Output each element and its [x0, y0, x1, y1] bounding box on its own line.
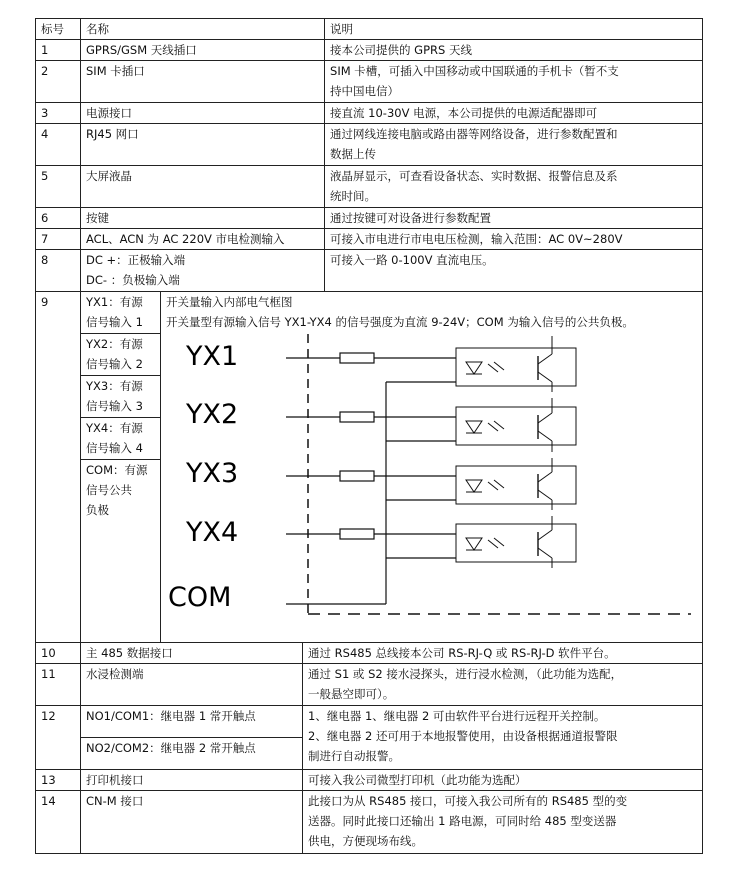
input-cell-yx4 — [81, 418, 161, 460]
row-num: 14 — [36, 791, 81, 854]
table-row — [36, 103, 703, 124]
common-bus — [286, 382, 456, 604]
table-header-row — [36, 19, 703, 40]
row-num: 8 — [36, 250, 81, 292]
table-row — [36, 770, 703, 791]
input-label: YX4：有源 — [86, 421, 143, 435]
row-desc-line: 1、继电器 1、继电器 2 可由软件平台进行远程开关控制。 — [308, 709, 606, 723]
header-desc: 说明 — [325, 19, 703, 40]
table-row — [36, 124, 703, 166]
row-name: GPRS/GSM 天线插口 — [81, 40, 325, 61]
input-label: COM：有源 — [86, 463, 148, 477]
diagram-label-com: COM — [168, 582, 232, 613]
row-desc: 可接入一路 0-100V 直流电压。 — [325, 250, 703, 292]
row-num: 13 — [36, 770, 81, 791]
row-num: 6 — [36, 208, 81, 229]
table-row — [36, 292, 703, 334]
row-name: SIM 卡插口 — [81, 61, 325, 103]
row-desc: 通过 RS485 总线接本公司 RS-RJ-Q 或 RS-RJ-D 软件平台。 — [303, 643, 703, 664]
diagram-cell — [161, 292, 703, 643]
diagram-label-yx4: YX4 — [186, 517, 239, 548]
row-desc-line: 送器。同时此接口还输出 1 路电源，可同时给 485 型变送器 — [308, 814, 617, 828]
table-row — [36, 166, 703, 208]
row-num: 9 — [36, 292, 81, 643]
row-desc-line: 制进行自动报警。 — [308, 749, 400, 763]
row-desc-line: 液晶屏显示，可查看设备状态、实时数据、报警信息及系 — [330, 169, 618, 183]
row-desc-line: 统时间。 — [330, 189, 377, 203]
row-desc-line: 通过 S1 或 S2 接水浸探头，进行浸水检测，（此功能为选配， — [308, 667, 623, 681]
row-name: RJ45 网口 — [81, 124, 325, 166]
row-desc — [303, 706, 703, 770]
row-name: 水浸检测端 — [81, 664, 303, 706]
row-num: 5 — [36, 166, 81, 208]
row-name-line: DC- ：负极输入端 — [86, 273, 180, 287]
table-row — [36, 643, 703, 664]
input-cell-yx1 — [81, 292, 161, 334]
row-name: 按键 — [81, 208, 325, 229]
row-num: 2 — [36, 61, 81, 103]
row-name: 电源接口 — [81, 103, 325, 124]
row-desc: 接直流 10-30V 电源，本公司提供的电源适配器即可 — [325, 103, 703, 124]
row-desc: 可接入市电进行市电电压检测，输入范围：AC 0V~280V — [325, 229, 703, 250]
row-desc: 通过按键可对设备进行参数配置 — [325, 208, 703, 229]
opto-channel-4 — [286, 516, 576, 568]
header-num: 标号 — [36, 19, 81, 40]
opto-channel-3 — [286, 458, 576, 510]
input-cell-yx3 — [81, 376, 161, 418]
table-row — [36, 250, 703, 292]
table-row — [36, 40, 703, 61]
table-row — [36, 61, 703, 103]
input-label: 信号公共 — [86, 483, 132, 497]
input-label: YX3：有源 — [86, 379, 143, 393]
input-label: 信号输入 3 — [86, 399, 143, 413]
row-num: 10 — [36, 643, 81, 664]
row-desc — [303, 664, 703, 706]
table-row — [36, 791, 703, 854]
row-desc — [325, 124, 703, 166]
input-label: 负极 — [86, 503, 109, 517]
input-cell-yx2 — [81, 334, 161, 376]
row-name: ACL、ACN 为 AC 220V 市电检测输入 — [81, 229, 325, 250]
table-row — [36, 706, 703, 738]
diagram-caption: 开关量型有源输入信号 YX1-YX4 的信号强度为直流 9-24V；COM 为输入信号的公共负极。 — [166, 315, 634, 329]
input-label: YX1：有源 — [86, 295, 143, 309]
interface-table — [35, 18, 703, 854]
input-label: 信号输入 1 — [86, 315, 143, 329]
row-name: NO1/COM1：继电器 1 常开触点 — [81, 706, 303, 738]
opto-channel-1 — [286, 336, 576, 392]
input-label: YX2：有源 — [86, 337, 143, 351]
row-name-line: DC +：正极输入端 — [86, 253, 186, 267]
input-label: 信号输入 2 — [86, 357, 143, 371]
row-desc-line: SIM 卡槽，可插入中国移动或中国联通的手机卡（暂不支 — [330, 64, 619, 78]
diagram-label-yx1: YX1 — [186, 341, 239, 372]
row-num: 11 — [36, 664, 81, 706]
row-desc — [325, 166, 703, 208]
row-desc-line: 通过网线连接电脑或路由器等网络设备，进行参数配置和 — [330, 127, 618, 141]
diagram-title: 开关量输入内部电气框图 — [166, 295, 293, 309]
row-name: 打印机接口 — [81, 770, 303, 791]
table-row — [36, 208, 703, 229]
opto-channel-2 — [286, 398, 576, 452]
table-row — [36, 664, 703, 706]
row-desc-line: 持中国电信） — [330, 84, 400, 98]
row-desc-line: 数据上传 — [330, 147, 377, 161]
row-name — [81, 250, 325, 292]
row-desc-line: 此接口为从 RS485 接口，可接入我公司所有的 RS485 型的变 — [308, 794, 628, 808]
row-desc-line: 一般悬空即可）。 — [308, 687, 395, 701]
row-num: 7 — [36, 229, 81, 250]
row-num: 4 — [36, 124, 81, 166]
row-num: 1 — [36, 40, 81, 61]
row-desc: 可接入我公司微型打印机（此功能为选配） — [303, 770, 703, 791]
table-row — [36, 229, 703, 250]
diagram-label-yx3: YX3 — [186, 458, 239, 489]
row-num: 12 — [36, 706, 81, 770]
header-name: 名称 — [81, 19, 325, 40]
row-name: 大屏液晶 — [81, 166, 325, 208]
row-desc: 接本公司提供的 GPRS 天线 — [325, 40, 703, 61]
row-name: CN-M 接口 — [81, 791, 303, 854]
input-cell-com — [81, 460, 161, 643]
row-desc-line: 2、继电器 2 还可用于本地报警使用，由设备根据通道报警限 — [308, 729, 618, 743]
row-name: 主 485 数据接口 — [81, 643, 303, 664]
row-name: NO2/COM2：继电器 2 常开触点 — [81, 738, 303, 770]
row-desc — [325, 61, 703, 103]
row-desc-line: 供电，方便现场布线。 — [308, 834, 423, 848]
input-label: 信号输入 4 — [86, 441, 143, 455]
diagram-label-yx2: YX2 — [186, 399, 239, 430]
switch-input-diagram — [166, 332, 696, 622]
row-num: 3 — [36, 103, 81, 124]
row-desc — [303, 791, 703, 854]
document-page — [35, 18, 702, 854]
